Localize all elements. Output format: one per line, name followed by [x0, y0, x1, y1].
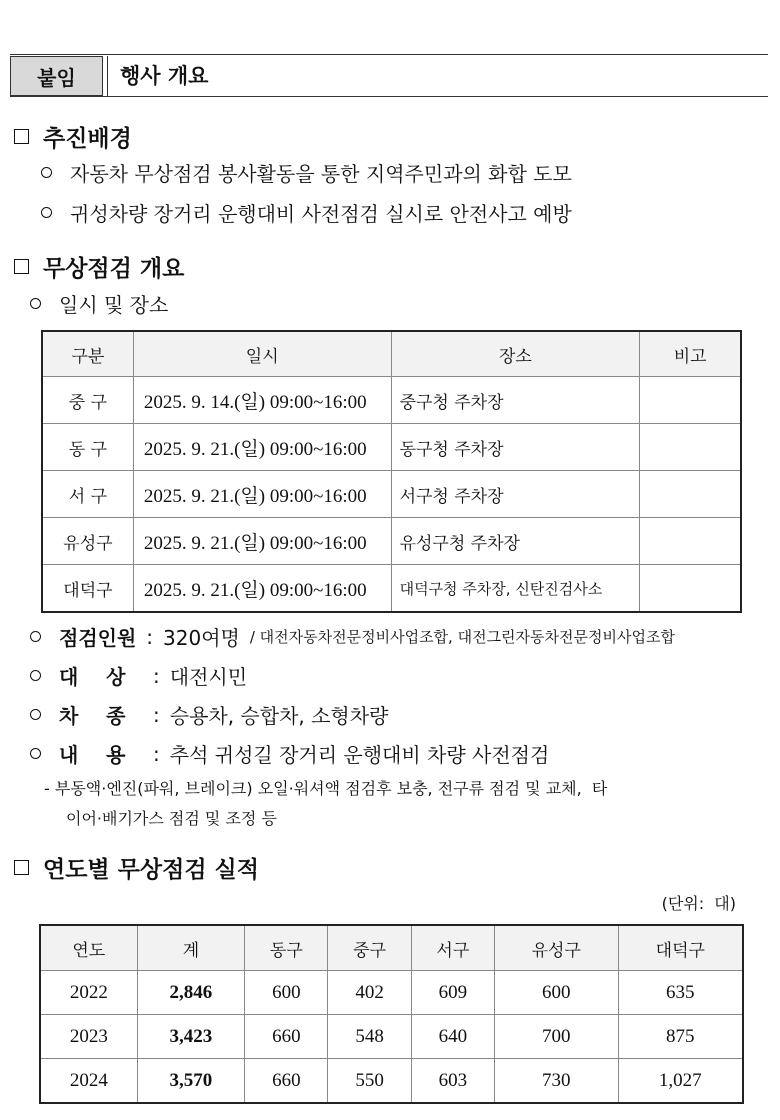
staff-label: 점검인원: [59, 626, 137, 650]
vehicle-label: 차 종: [59, 704, 126, 728]
value-cell: 660: [245, 1015, 328, 1059]
value-cell: 875: [618, 1015, 743, 1059]
note-cell: [640, 424, 741, 471]
list-item: [41, 198, 572, 227]
note-cell: [640, 471, 741, 518]
year-cell: 2024: [40, 1059, 137, 1104]
square-bullet-icon: [14, 129, 29, 144]
target-line: [30, 661, 247, 690]
list-item-text: 자동차 무상점검 봉사활동을 통한 지역주민과의 화합 도모: [70, 162, 572, 186]
year-cell: 2023: [40, 1015, 137, 1059]
circle-bullet-icon: [41, 167, 52, 178]
total-cell: 3,423: [137, 1015, 245, 1059]
value-cell: 640: [411, 1015, 494, 1059]
place-cell: 중구청 주차장: [391, 377, 640, 424]
table-header-row: [40, 925, 743, 971]
value-cell: 609: [411, 971, 494, 1015]
colon: :: [146, 624, 154, 649]
value-cell: 550: [328, 1059, 411, 1104]
note-cell: [640, 377, 741, 424]
value-cell: 603: [411, 1059, 494, 1104]
column-header: 대덕구: [618, 925, 743, 971]
colon: :: [153, 741, 160, 766]
value-cell: 548: [328, 1015, 411, 1059]
header-separator: [107, 56, 108, 96]
content-label: 내 용: [59, 743, 126, 767]
section-background: [14, 120, 132, 153]
area-cell: 동 구: [42, 424, 133, 471]
area-cell: 중 구: [42, 377, 133, 424]
square-bullet-icon: [14, 259, 29, 274]
table-row: [40, 971, 743, 1015]
schedule-heading-text: 일시 및 장소: [59, 293, 169, 317]
column-header: 장소: [391, 331, 640, 377]
vehicle-value: 승용차, 승합차, 소형차량: [169, 704, 389, 728]
value-cell: 635: [618, 971, 743, 1015]
area-cell: 유성구: [42, 518, 133, 565]
column-header: 비고: [640, 331, 741, 377]
column-header: 구분: [42, 331, 133, 377]
vehicle-line: [30, 700, 388, 729]
header-top-rule: [10, 54, 768, 55]
year-cell: 2022: [40, 971, 137, 1015]
value-cell: 600: [494, 971, 618, 1015]
attachment-badge-label: 붙임: [37, 65, 76, 90]
total-cell: 2,846: [137, 971, 245, 1015]
schedule-heading: [30, 289, 168, 318]
list-item-text: 귀성차량 장거리 운행대비 사전점검 실시로 안전사고 예방: [70, 202, 572, 226]
note-cell: [640, 518, 741, 565]
detail-line-1: - 부동액·엔진(파워, 브레이크) 오일·워셔액 점검후 보충, 전구류 점검 및 교체, 타: [44, 779, 608, 798]
detail-line-2: 이어·배기가스 점검 및 조정 등: [66, 809, 277, 828]
column-header: 유성구: [494, 925, 618, 971]
table-row: [42, 471, 741, 518]
page-title: 행사 개요: [120, 64, 209, 88]
target-value: 대전시민: [169, 665, 248, 689]
table-row: [42, 424, 741, 471]
circle-bullet-icon: [30, 709, 41, 720]
date-cell: 2025. 9. 21.(일) 09:00~16:00: [133, 424, 391, 471]
column-header: 서구: [411, 925, 494, 971]
value-cell: 1,027: [618, 1059, 743, 1104]
circle-bullet-icon: [30, 298, 41, 309]
area-cell: 대덕구: [42, 565, 133, 613]
area-cell: 서 구: [42, 471, 133, 518]
section-title: 연도별 무상점검 실적: [43, 857, 259, 883]
circle-bullet-icon: [30, 670, 41, 681]
staff-line: [30, 622, 675, 651]
schedule-table: [41, 330, 742, 613]
value-cell: 730: [494, 1059, 618, 1104]
value-cell: 600: [245, 971, 328, 1015]
date-cell: 2025. 9. 21.(일) 09:00~16:00: [133, 565, 391, 613]
place-cell: 서구청 주차장: [391, 471, 640, 518]
value-cell: 402: [328, 971, 411, 1015]
colon: :: [153, 702, 160, 727]
column-header: 계: [137, 925, 245, 971]
circle-bullet-icon: [30, 631, 41, 642]
section-results: [14, 851, 259, 884]
content-value: 추석 귀성길 장거리 운행대비 차량 사전점검: [169, 743, 550, 767]
column-header: 중구: [328, 925, 411, 971]
value-cell: 660: [245, 1059, 328, 1104]
column-header: 일시: [133, 331, 391, 377]
table-row: [40, 1059, 743, 1104]
place-cell: 유성구청 주차장: [391, 518, 640, 565]
circle-bullet-icon: [30, 748, 41, 759]
column-header: 연도: [40, 925, 137, 971]
section-title: 무상점검 개요: [43, 256, 185, 282]
place-cell: 동구청 주차장: [391, 424, 640, 471]
column-header: 동구: [245, 925, 328, 971]
results-table: [39, 924, 744, 1104]
date-cell: 2025. 9. 14.(일) 09:00~16:00: [133, 377, 391, 424]
square-bullet-icon: [14, 860, 29, 875]
staff-detail: / 대전자동차전문정비사업조합, 대전그린자동차전문정비사업조합: [249, 628, 675, 646]
attachment-badge: [10, 56, 103, 96]
target-label: 대 상: [59, 665, 126, 689]
table-row: [40, 1015, 743, 1059]
header-bottom-rule: [10, 96, 768, 97]
table-row: [42, 565, 741, 613]
date-cell: 2025. 9. 21.(일) 09:00~16:00: [133, 518, 391, 565]
staff-value: 320여명: [163, 626, 240, 650]
value-cell: 700: [494, 1015, 618, 1059]
section-title: 추진배경: [43, 126, 132, 152]
section-overview: [14, 250, 184, 283]
circle-bullet-icon: [41, 207, 52, 218]
list-item: [41, 158, 572, 187]
total-cell: 3,570: [137, 1059, 245, 1104]
table-header-row: [42, 331, 741, 377]
content-line: [30, 739, 549, 768]
table-row: [42, 518, 741, 565]
table-row: [42, 377, 741, 424]
unit-label: (단위: 대): [661, 894, 736, 913]
note-cell: [640, 565, 741, 613]
date-cell: 2025. 9. 21.(일) 09:00~16:00: [133, 471, 391, 518]
place-cell: 대덕구청 주차장, 신탄진검사소: [391, 565, 640, 613]
colon: :: [153, 663, 160, 688]
